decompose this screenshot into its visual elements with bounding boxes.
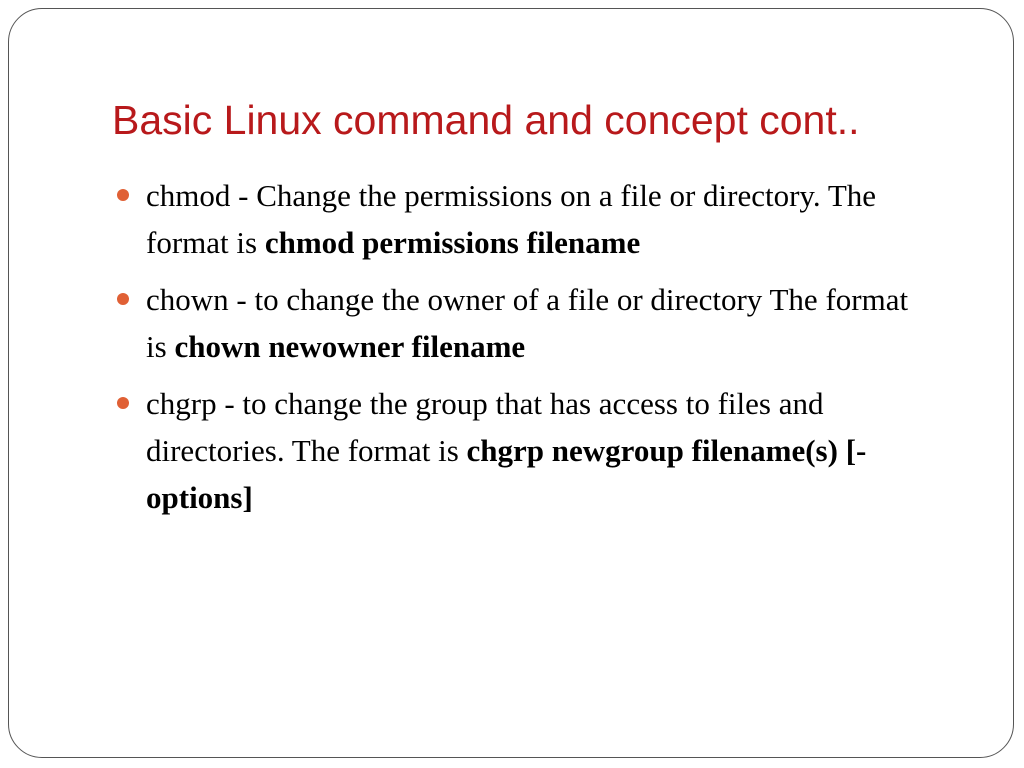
bullet-text: chown - to change the owner of a file or directory The format is <box>146 282 909 364</box>
bullet-item-chmod <box>116 172 916 266</box>
bullet-list <box>116 172 916 531</box>
bullet-item-chown <box>116 276 916 370</box>
bullet-dot-icon <box>117 397 129 409</box>
bullet-dot-icon <box>117 293 129 305</box>
bullet-command: chmod permissions filename <box>264 225 641 260</box>
bullet-command: chown newowner filename <box>174 329 526 364</box>
bullet-text: chgrp - to change the group that has access to files and directories. The format is <box>146 386 824 468</box>
bullet-command: chgrp newgroup filename(s) [-options] <box>146 433 867 515</box>
bullet-item-chgrp <box>116 380 916 521</box>
bullet-dot-icon <box>117 189 129 201</box>
bullet-text: chmod - Change the permissions on a file or directory. The format is <box>146 178 877 260</box>
slide-title: Basic Linux command and concept cont.. <box>112 97 860 143</box>
